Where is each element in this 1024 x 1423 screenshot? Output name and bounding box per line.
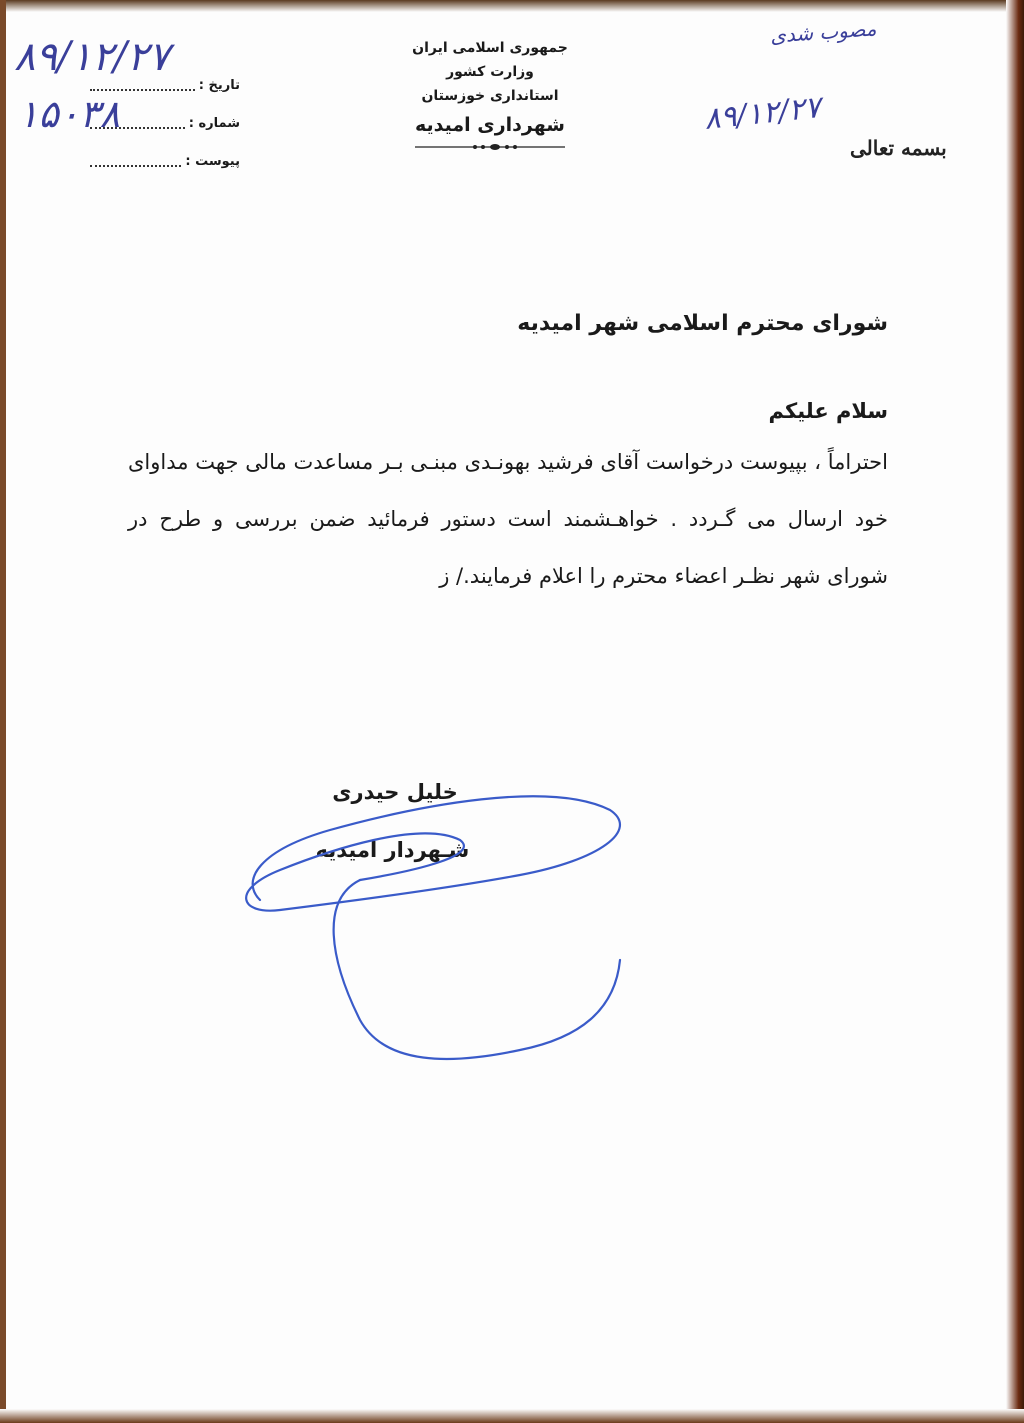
- scan-edge-right: [1006, 0, 1024, 1423]
- letterhead-country: جمهوری اسلامی ایران: [412, 40, 568, 56]
- scan-edge-left: [0, 0, 6, 1423]
- attachment-label: پیوست :: [185, 153, 240, 169]
- signature-scribble: [220, 760, 640, 1080]
- number-label: شماره :: [188, 115, 240, 131]
- letter-paragraph: احتراماً ، بپیوست درخواست آقای فرشید بهونـدی مبنـی بـر مساعدت مالی جهت مداوای خود ارسال می گـردد . خواهـشمند است دستور فرمائید ضمن بررسی و طرح در شورای شهر نظـر اعضاء محترم را اعلام فرمایند./ ز: [128, 450, 888, 588]
- scan-edge-bottom: [0, 1409, 1024, 1423]
- letterhead-ministry: وزارت کشور: [446, 64, 534, 80]
- attachment-dots: [90, 155, 181, 167]
- letter-body: [128, 296, 888, 605]
- recipient-line: شورای محترم اسلامی شهر امیدیه: [517, 311, 888, 336]
- signatory-title: شـهردار امیدیه: [315, 838, 470, 862]
- letterhead-municipality: شهرداری امیدیه: [415, 114, 565, 136]
- date-label: تاریخ :: [198, 77, 240, 93]
- ornament-divider: [415, 142, 565, 152]
- salutation-line: سلام علیکم: [768, 399, 888, 423]
- bismillah-heading: بسمه تعالی: [850, 136, 947, 160]
- handwritten-note: مصوب شدی: [769, 16, 878, 48]
- handwritten-number: ۱۵۰۳۸: [18, 92, 121, 136]
- letterhead-province: استانداری خوزستان: [421, 88, 559, 104]
- letterhead: [380, 36, 600, 152]
- date-dots: [90, 79, 195, 91]
- handwritten-date-right: ۸۹/۱۲/۲۷: [702, 89, 823, 138]
- handwritten-date: ۸۹/۱۲/۲۷: [14, 34, 170, 80]
- scan-edge-top: [0, 0, 1024, 12]
- attachment-row: [90, 142, 240, 180]
- signatory-name: خلیل حیدری: [332, 780, 458, 804]
